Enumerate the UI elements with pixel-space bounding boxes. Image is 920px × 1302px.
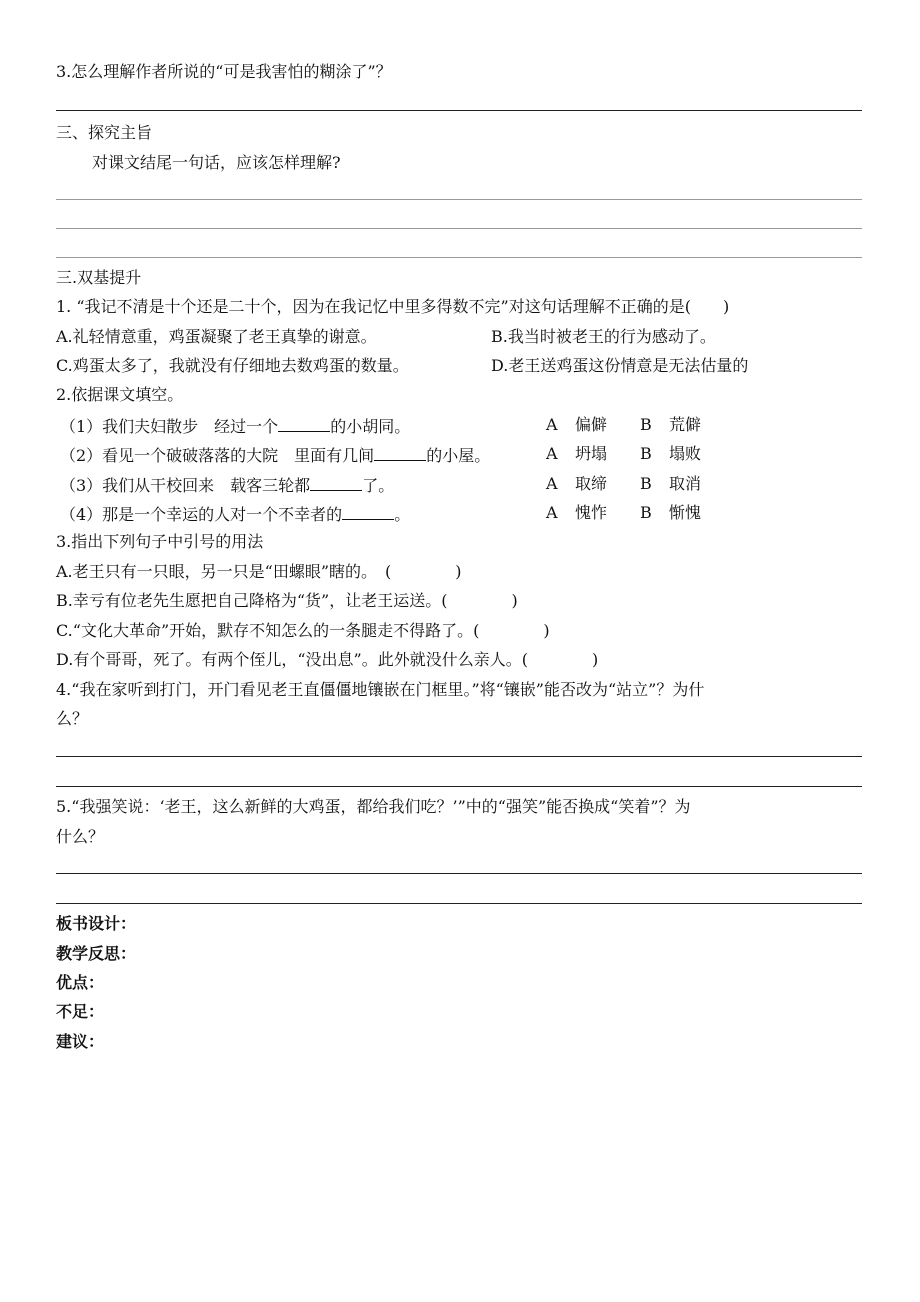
choice-a-word: 愧怍 [575,503,608,522]
q4-line2: 么？ [56,709,89,728]
section-explore-prompt: 对课文结尾一句话，应该怎样理解? [92,153,341,172]
q1-option-a: A.礼轻情意重，鸡蛋凝聚了老王真挚的谢意。 [56,327,377,346]
q3-option-a: A.老王只有一只眼，另一只是“田螺眼”瞎的。 ( ) [56,562,462,581]
choice-a-word: 偏僻 [575,415,608,434]
q2-item-post: 的小胡同。 [330,417,411,436]
q2-item-pre: （3）我们从干校回来 载客三轮都 [60,476,311,495]
choice-b-label: B [640,415,652,434]
q3-stem: 3.指出下列句子中引号的用法 [56,532,264,551]
fill-blank[interactable] [374,444,426,461]
q2-item-post: 的小屋。 [426,446,491,465]
q1-option-c: C.鸡蛋太多了，我就没有仔细地去数鸡蛋的数量。 [56,356,409,375]
q3-option-c: C.“文化大革命”开始，默存不知怎么的一条腿走不得路了。( ) [56,621,550,640]
answer-line [56,228,862,229]
choice-a-word: 取缔 [575,474,608,493]
q5-line1: 5.“我强笑说：‘老王，这么新鲜的大鸡蛋，都给我们吃？’”中的“强笑”能否换成“笑着”？为 [56,797,691,816]
q3-option-d: D.有个哥哥，死了。有两个侄儿，“没出息”。此外就没什么亲人。( ) [56,650,599,669]
choice-b-word: 荒僻 [669,415,702,434]
choice-a-label: A [546,415,558,434]
choice-b-label: B [640,503,652,522]
answer-line [56,110,862,111]
answer-line [56,903,862,904]
q2-item-post: 。 [394,505,411,524]
choice-a-label: A [546,444,558,463]
choice-b-word: 取消 [669,474,702,493]
q2-item [60,415,410,437]
fill-blank[interactable] [278,415,330,432]
section-basic-title: 三.双基提升 [56,268,142,287]
answer-line [56,199,862,200]
q2-item-pre: （2）看见一个破破落落的大院 里面有几间 [60,446,375,465]
q2-item-pre: （1）我们夫妇散步 经过一个 [60,417,279,436]
fill-blank[interactable] [342,503,394,520]
choice-a-label: A [546,474,558,493]
q2-item-post: 了。 [362,476,395,495]
fill-blank[interactable] [310,474,362,491]
choice-b-label: B [640,444,652,463]
answer-line [56,873,862,874]
q1-stem: 1. “我记不清是十个还是二十个，因为在我记忆中里多得数不完”对这句话理解不正确的是( ) [56,297,730,316]
answer-line [56,257,862,258]
answer-line [56,786,862,787]
q2-stem: 2.依据课文填空。 [56,385,184,404]
strengths-label: 优点： [56,973,105,992]
choice-b-label: B [640,474,652,493]
q4-line1: 4.“我在家听到打门，开门看见老王直僵僵地镶嵌在门框里。”将“镶嵌”能否改为“站立”？为什 [56,680,705,699]
question-3-prev: 3.怎么理解作者所说的“可是我害怕的糊涂了”？ [56,62,392,81]
q2-item-pre: （4）那是一个幸运的人对一个不幸者的 [60,505,343,524]
board-design-label: 板书设计： [56,914,137,933]
weaknesses-label: 不足： [56,1002,105,1021]
choice-b-word: 惭愧 [669,503,702,522]
q2-item [60,474,394,496]
choice-a-label: A [546,503,558,522]
q1-option-b: B.我当时被老王的行为感动了。 [491,327,716,346]
choice-a-word: 坍塌 [575,444,608,463]
q3-option-b: B.幸亏有位老先生愿把自己降格为“货”，让老王运送。( ) [56,591,518,610]
suggestions-label: 建议： [56,1032,105,1051]
section-explore-title: 三、探究主旨 [56,123,153,142]
choice-b-word: 塌败 [669,444,702,463]
q5-line2: 什么？ [56,827,105,846]
answer-line [56,756,862,757]
q2-item [60,444,490,466]
q1-option-d: D.老王送鸡蛋这份情意是无法估量的 [491,356,749,375]
q2-item [60,503,410,525]
reflection-label: 教学反思： [56,944,137,963]
